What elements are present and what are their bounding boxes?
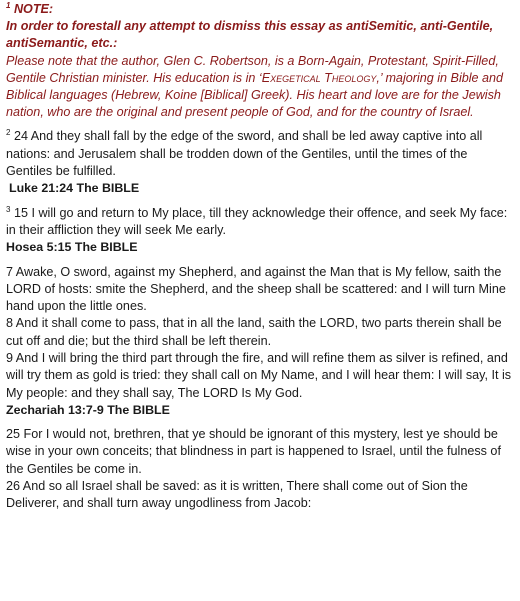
citation: Luke 21:24 The BIBLE bbox=[9, 181, 140, 196]
footnote-hosea bbox=[6, 205, 516, 257]
note-heading-line bbox=[6, 1, 516, 18]
verse-text: 9 And I will bring the third part through the fire, and will refine them as silver is refined, and will try them as gold is tried: they shall call on My Name, and I will hear them: I will say, It is My people: and they shall say, The LORD Is My God. bbox=[6, 350, 512, 400]
verse-text: $^3$ 15 I will go and return to My place, till they acknowledge their offence, and seek My face: in their affliction they will seek Me early. bbox=[6, 204, 508, 237]
footnote-zechariah bbox=[6, 264, 516, 420]
citation: Hosea 5:15 The BIBLE bbox=[6, 240, 138, 255]
note-heading: NOTE: bbox=[13, 2, 54, 16]
citation: Zechariah 13:7-9 The BIBLE bbox=[6, 402, 170, 417]
footnote-luke bbox=[6, 128, 516, 197]
footnote-marker: 1 bbox=[6, 0, 11, 10]
author-note bbox=[6, 1, 516, 121]
verse-text: 7 Awake, O sword, against my Shepherd, and against the Man that is My fellow, saith the LORD of hosts: smite the Shepherd, and the sheep shall be scattered: and I will turn Mine hand upon the little ones. bbox=[6, 264, 506, 314]
verse-text: 8 And it shall come to pass, that in all the land, saith the LORD, two parts therein shall be cut off and die; but the third shall be left therein. bbox=[6, 316, 502, 348]
note-intro: In order to forestall any attempt to dismiss this essay as antiSemitic, anti-Gentile, antiSemantic, etc.: bbox=[6, 19, 494, 51]
note-body: Please note that the author, Glen C. Robertson, is a Born-Again, Protestant, Spirit-Filled, Gentile Christian minister. His education is in ‘Exegetical Theology,’ majoring in Bible and Biblical languages (Hebrew, Koine [Biblical] Greek). His heart and love are for the Jewish nation, who are the original and present people of God, and for the country of Israel. bbox=[6, 53, 504, 120]
footnote-marker: 3 bbox=[6, 204, 11, 214]
note-degree: Exegetical Theology bbox=[261, 70, 377, 85]
verse-text: 26 And so all Israel shall be saved: as it is written, There shall come out of Sion the Deliverer, and shall turn away ungodliness from Jacob: bbox=[6, 479, 468, 511]
verse-text: 25 For I would not, brethren, that ye should be ignorant of this mystery, lest ye should be wise in your own conceits; that blindness in part is happened to Israel, until the fulness of the Gentiles be come in. bbox=[6, 427, 501, 476]
verse-text: $^2$ 24 And they shall fall by the edge of the sword, and shall be led away captive into all nations: and Jerusalem shall be trodden down of the Gentiles, until the times of the Gentiles be fulfilled. bbox=[6, 128, 483, 179]
footnote-romans bbox=[6, 426, 516, 512]
footnote-marker: 2 bbox=[6, 128, 11, 138]
